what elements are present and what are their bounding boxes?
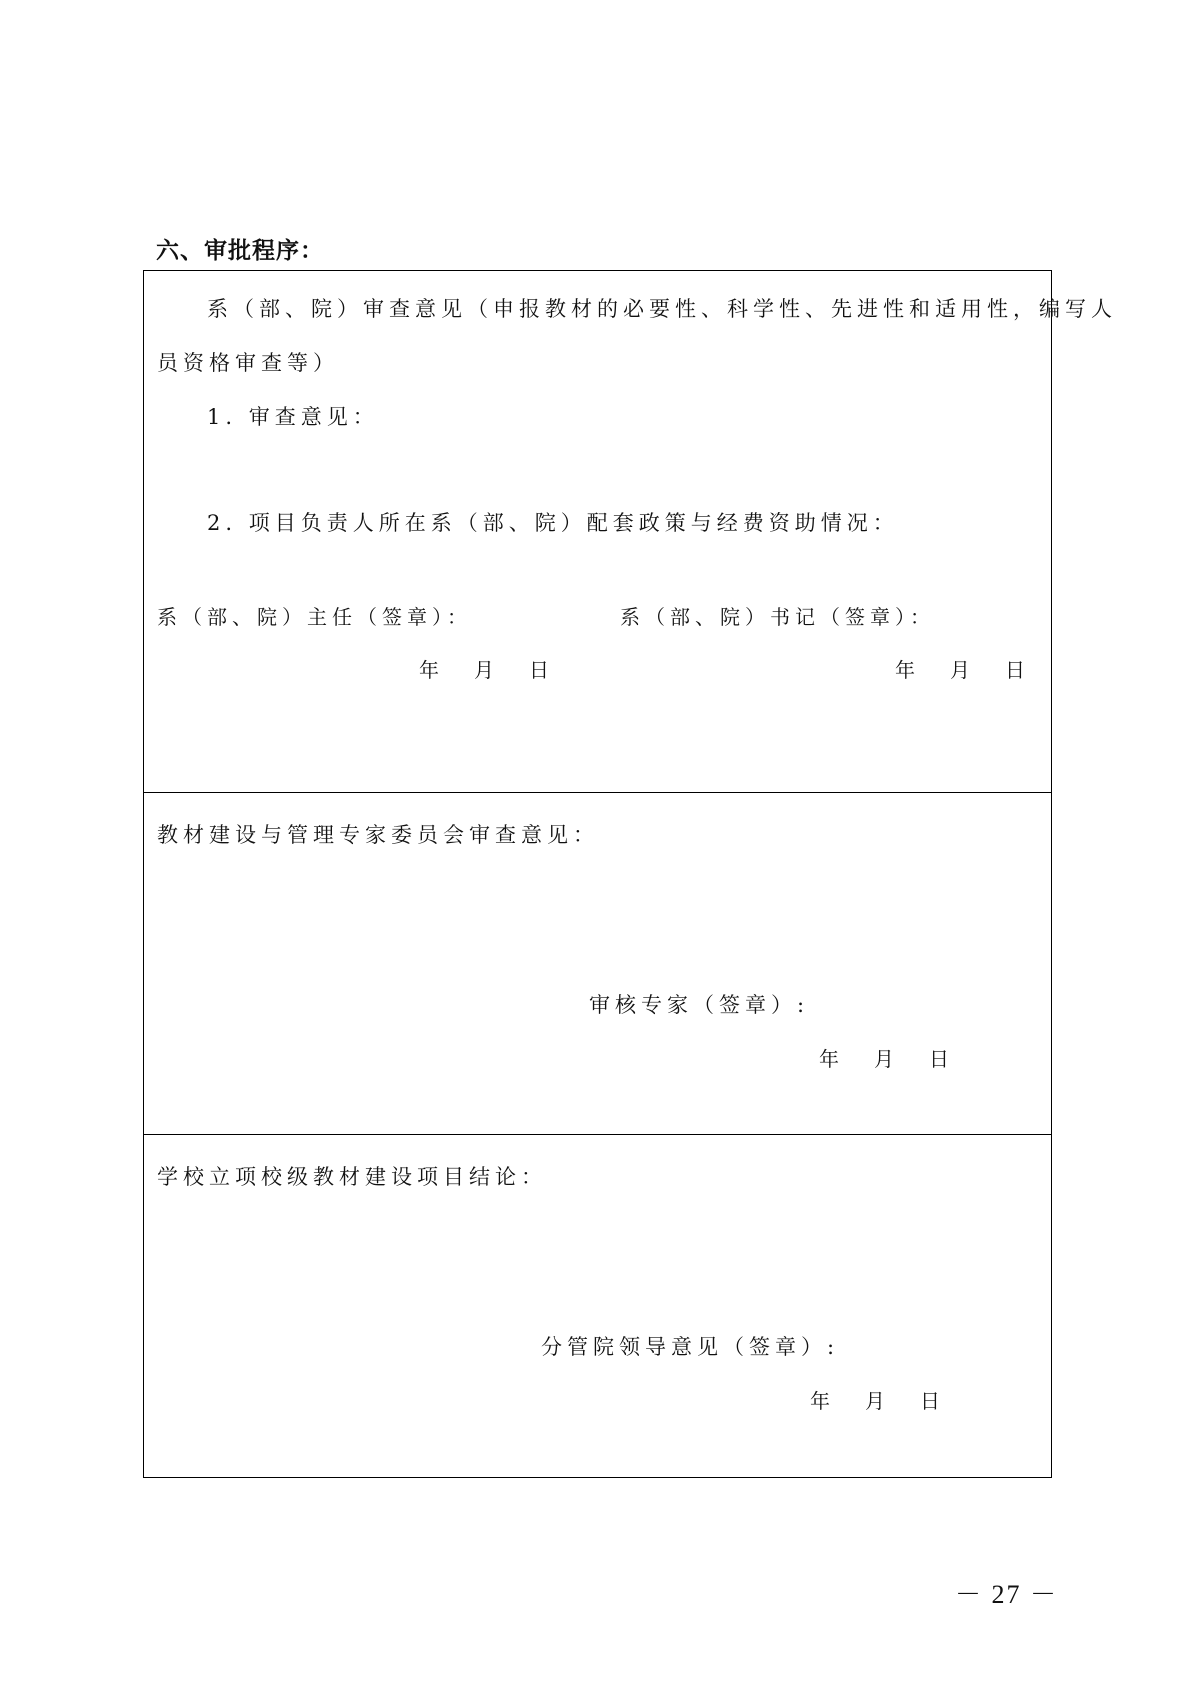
department-review-box — [144, 271, 1117, 793]
director-signature-label: 系（部、院）主任（签章）： — [157, 605, 472, 629]
section-heading: 六、审批程序： — [156, 237, 324, 264]
date-month: 月 — [874, 1047, 894, 1071]
date-month: 月 — [474, 658, 494, 682]
review-opinion-item: 1. 审查意见： — [207, 405, 379, 429]
school-conclusion-title: 学校立项校级教材建设项目结论： — [157, 1165, 547, 1189]
expert-committee-title: 教材建设与管理专家委员会审查意见： — [157, 823, 599, 847]
funding-status-item: 2. 项目负责人所在系（部、院）配套政策与经费资助情况： — [207, 511, 899, 535]
date-month: 月 — [950, 658, 970, 682]
date-day: 日 — [920, 1389, 940, 1413]
secretary-signature-label: 系（部、院）书记（签章）： — [620, 605, 935, 629]
department-review-intro-line2: 员资格审查等） — [157, 351, 339, 375]
date-year: 年 — [895, 658, 915, 682]
expert-committee-box — [144, 793, 1051, 1135]
department-review-intro-line1: 系（部、院）审查意见（申报教材的必要性、科学性、先进性和适用性，编写人 — [207, 297, 1117, 321]
date-year: 年 — [810, 1389, 830, 1413]
approval-form-table — [143, 270, 1117, 1478]
secretary-date — [895, 654, 1025, 683]
leader-signature-label: 分管院领导意见（签章）: — [541, 1335, 840, 1359]
date-year: 年 — [419, 658, 439, 682]
date-day: 日 — [929, 1047, 949, 1071]
date-day: 日 — [529, 658, 549, 682]
leader-date — [810, 1385, 940, 1414]
expert-signature-label: 审核专家（签章）: — [589, 993, 810, 1017]
expert-date — [819, 1043, 949, 1072]
date-month: 月 — [865, 1389, 885, 1413]
date-day: 日 — [1005, 658, 1025, 682]
director-date — [419, 654, 549, 683]
school-conclusion-box — [144, 1135, 1051, 1477]
date-year: 年 — [819, 1047, 839, 1071]
page-number: － 27 － — [955, 1580, 1059, 1609]
